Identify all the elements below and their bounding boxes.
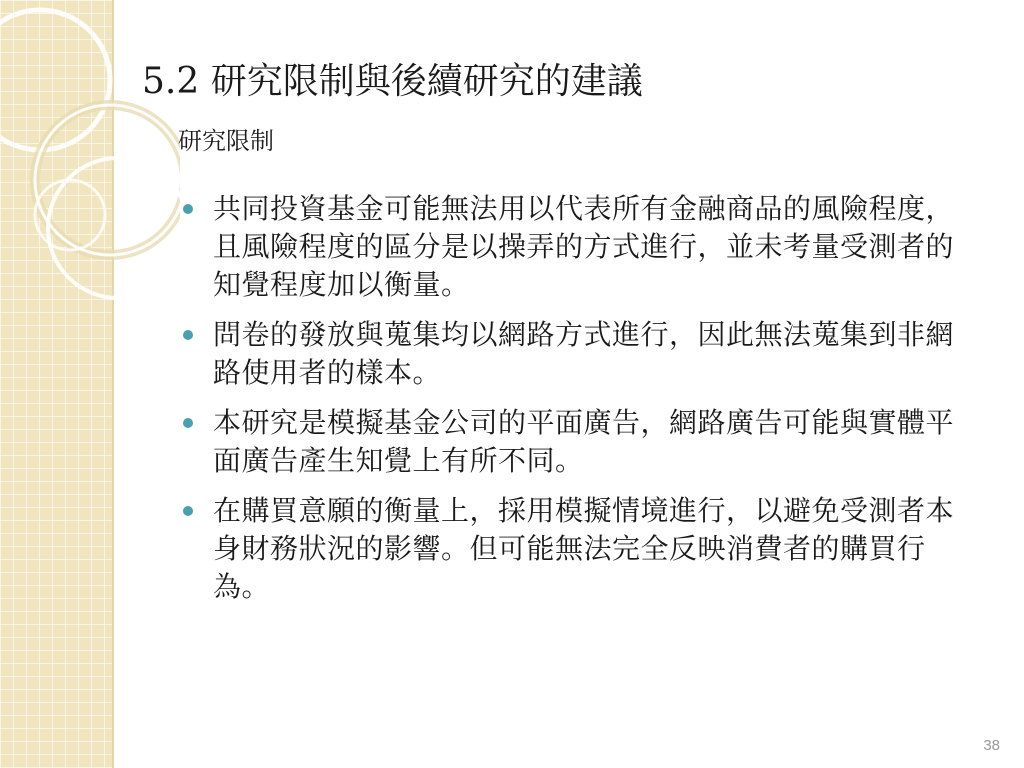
side-panel-divider: [112, 0, 114, 768]
bullet-dot-icon: [183, 418, 193, 428]
bullet-dot-icon: [183, 204, 193, 214]
bullet-list: [183, 190, 973, 618]
bullet-item: [183, 190, 973, 304]
page-number: 38: [983, 737, 1000, 754]
bullet-dot-icon: [183, 330, 193, 340]
bullet-text: 本研究是模擬基金公司的平面廣告，網路廣告可能與實體平面廣告產生知覺上有所不同。: [213, 406, 955, 477]
section-subtitle: 研究限制: [178, 127, 274, 155]
bullet-text: 在購買意願的衡量上，採用模擬情境進行，以避免受測者本身財務狀況的影響。但可能無法完全反映消費者的購買行為。: [213, 494, 955, 603]
bullet-text: 問卷的發放與蒐集均以網路方式進行，因此無法蒐集到非網路使用者的樣本。: [213, 318, 955, 389]
slide-title: 5.2 研究限制與後續研究的建議: [142, 61, 643, 102]
bullet-item: [183, 316, 973, 392]
bullet-dot-icon: [183, 506, 193, 516]
side-grid-panel: [0, 0, 112, 768]
bullet-item: [183, 492, 973, 606]
bullet-item: [183, 404, 973, 480]
bullet-text: 共同投資基金可能無法用以代表所有金融商品的風險程度，且風險程度的區分是以操弄的方式進行，並未考量受測者的知覺程度加以衡量。: [213, 192, 955, 301]
